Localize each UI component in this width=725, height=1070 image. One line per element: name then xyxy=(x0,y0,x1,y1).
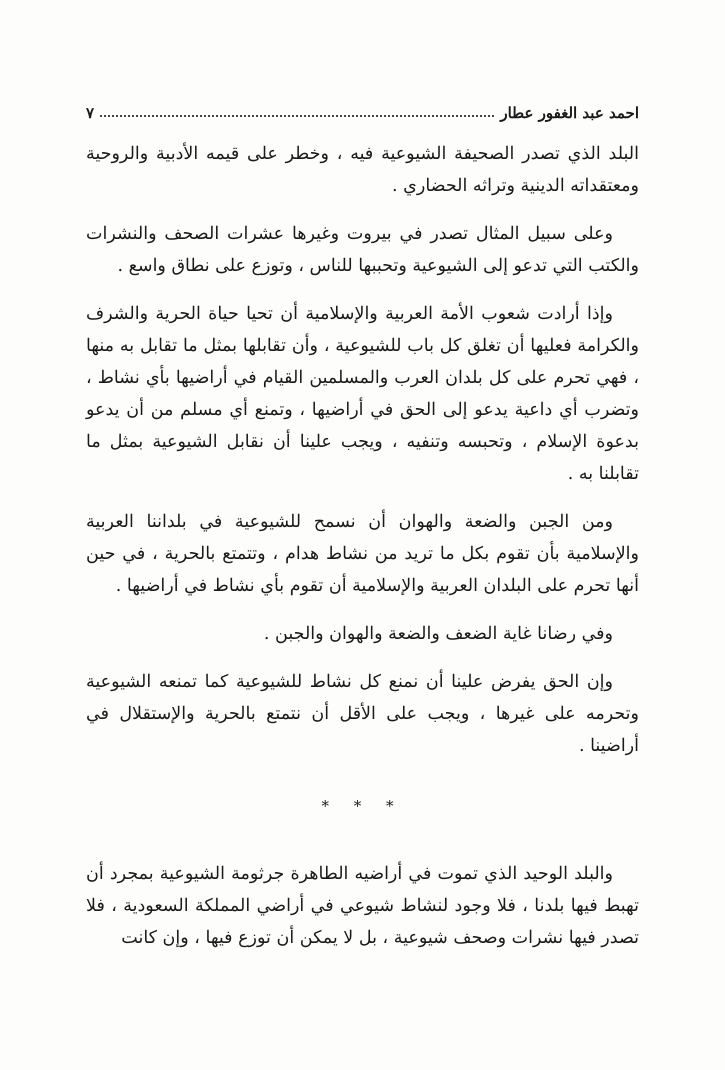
page-body xyxy=(86,138,639,970)
paragraph-continuation: البلد الذي تصدر الصحيفة الشيوعية فيه ، وخطر على قيمه الأدبية والروحية ومعتقداته الدينية وتراثه الحضاري . xyxy=(86,144,639,196)
paragraph: وعلى سبيل المثال تصدر في بيروت وغيرها عشرات الصحف والنشرات والكتب التي تدعو إلى الشيوعية وتحببها للناس ، وتوزع على نطاق واسع . xyxy=(86,224,639,276)
paragraph: وإذا أرادت شعوب الأمة العربية والإسلامية أن تحيا حياة الحرية والشرف والكرامة فعليها أن تغلق كل باب للشيوعية ، وأن تقابلها بمثل ما تقابل به منها ، فهي تحرم على كل بلدان العرب والمسلمين القيام في أراضيها بأي نشاط ، وتضرب أي داعية يدعو إلى الحق في أراضيها ، وتمنع أي مسلم من أن يدعو بدعوة الإسلام ، وتحبسه وتنفيه ، ويجب علينا أن نقابل الشيوعية بمثل ما تقابلنا به . xyxy=(86,304,639,484)
header-dotted-leader xyxy=(100,115,494,117)
section-separator: * * * xyxy=(321,797,404,815)
paragraph: وفي رضانا غاية الضعف والضعة والهوان والجبن . xyxy=(263,624,613,644)
paragraph: وإن الحق يفرض علينا أن نمنع كل نشاط للشيوعية كما تمنعه الشيوعية وتحرمه على غيرها ، ويجب على الأقل أن نتمتع بالحرية والإستقلال في أراضينا . xyxy=(86,672,639,756)
paragraph-closing: والبلد الوحيد الذي تموت في أراضيه الطاهرة جرثومة الشيوعية بمجرد أن تهبط فيها بلدنا ، فلا وجود لنشاط شيوعي في أراضي المملكة السعودية ، فلا تصدر فيها نشرات وصحف شيوعية ، بل لا يمكن أن توزع فيها ، وإن كانت xyxy=(86,864,639,948)
running-header xyxy=(86,96,639,122)
paragraph: ومن الجبن والضعة والهوان أن نسمح للشيوعية في بلداننا العربية والإسلامية بأن تقوم بكل ما تريد من نشاط هدام ، وتتمتع بالحرية ، في حين أنها تحرم على البلدان العربية والإسلامية أن تقوم بأي نشاط في أراضيها . xyxy=(86,512,639,596)
header-author: احمد عبد الغفور عطار xyxy=(500,104,639,122)
page-number: ٧ xyxy=(86,104,95,122)
